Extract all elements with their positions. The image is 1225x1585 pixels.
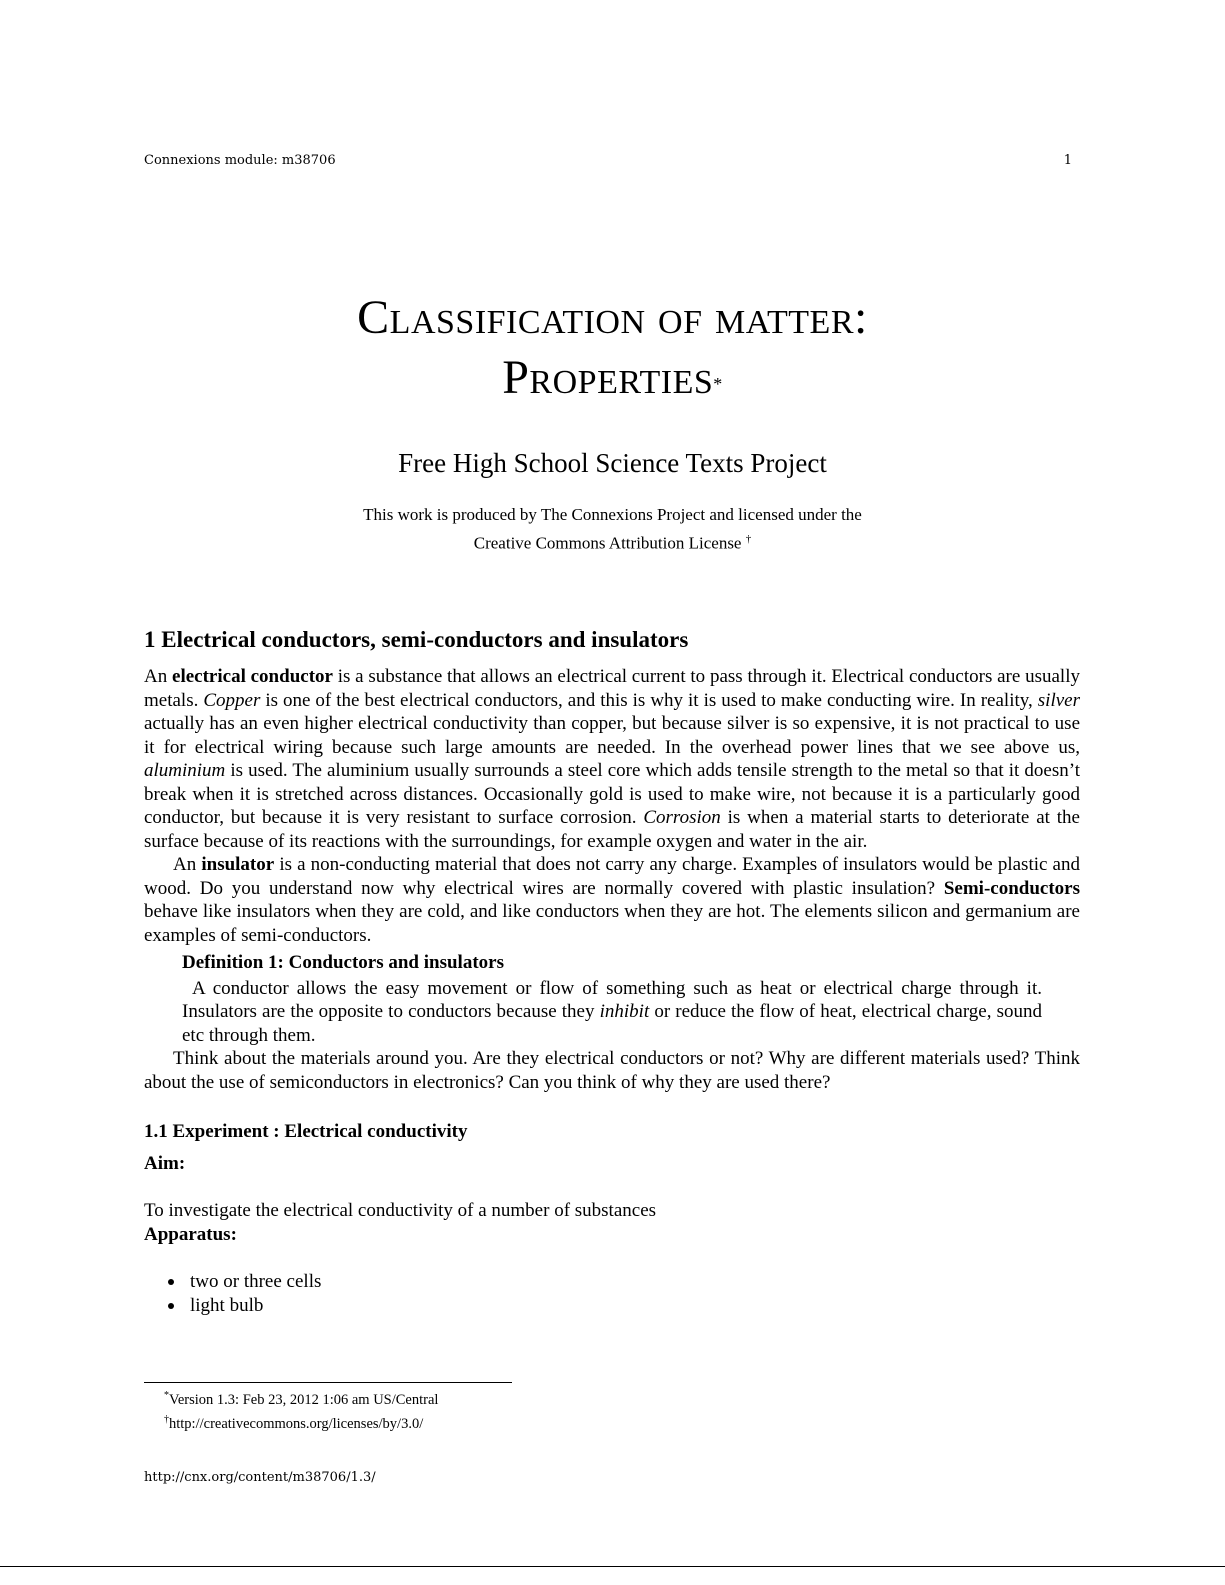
emphasis-corrosion: Corrosion [643,807,721,828]
text-run: An [173,854,202,875]
author: Free High School Science Texts Project [398,448,827,478]
definition-box [182,951,1042,1047]
license-notice [0,503,1225,556]
title-line-2 [0,348,1225,408]
license-line-2 [0,527,1225,556]
subsection-heading: 1.1 Experiment : Electrical conductivity [144,1121,468,1142]
title-line-2-text: Properties [502,351,714,404]
text-run: An [144,666,173,687]
text-run: or reduce the flow of heat, electrical charge, sound etc through them. [182,1001,1042,1046]
term-electrical-conductor: electrical conductor [172,666,333,687]
emphasis-aluminium: aluminium [144,760,226,781]
page-number: 1 [1063,153,1072,168]
footnote-license-url [164,1410,438,1434]
text-run: is a non-conducting material that does not carry any charge. Examples of insulators would be plastic and wood. Do you understand now why electrical wires are normally covered with plastic insulation? [144,854,1080,899]
emphasis-copper: Copper [203,689,261,711]
aim-text: To investigate the electrical conductivity of a number of substances [144,1200,657,1221]
apparatus-list [144,1270,1080,1317]
footnote-version [164,1386,438,1410]
apparatus-label: Apparatus: [144,1223,237,1245]
list-item: two or three cells [190,1270,1080,1294]
text-run: is one of the best electrical conductors, and this is why it is used to make conducting wire. In reality, [260,689,1038,711]
license-line-2-text: Creative Commons Attribution License [473,533,742,553]
definition-body [182,977,1042,1048]
footnote-divider [144,1382,512,1383]
title-line-1: Classification of matter: [357,291,868,344]
text-run: is used. The aluminium usually surrounds a steel core which adds tensile strength to the metal so that it doesn’t break when it is stretched across distances. Occasionally gold is used to make wire, not because it is a particularly good conductor, but because it is very resistant to surface corrosion. [144,760,1080,828]
paragraph-think: Think about the materials around you. Are they electrical conductors or not? Why are different materials used? Think about the use of semiconductors in electronics? Can you think of why they are used there? [144,1048,1080,1093]
footnote-mark: * [164,1390,169,1401]
emphasis-inhibit: inhibit [599,1001,650,1022]
footnote-mark: † [164,1413,169,1425]
aim-label: Aim: [144,1152,186,1174]
emphasis-silver: silver [1037,689,1080,711]
term-insulator: insulator [201,854,275,875]
running-header-module: Connexions module: m38706 [144,153,336,168]
text-run: actually has an even higher electrical conductivity than copper, but because silver is so expensive, it is not practical to use it for electrical wiring because such large amounts are needed. In the overhead power lines that we see above us, [144,713,1080,758]
license-line-1: This work is produced by The Connexions Project and licensed under the [363,505,862,524]
license-footnote-mark: † [745,533,752,545]
document-title [0,288,1225,408]
text-run: behave like insulators when they are cold, and like conductors when they are hot. The elements silicon and germanium are examples of semi-conductors. [144,901,1080,946]
text-run: is a substance that allows an electrical current to pass through it. Electrical conductors are usually metals. [144,666,1080,711]
footer-url[interactable]: http://cnx.org/content/m38706/1.3/ [144,1470,376,1485]
paragraph-insulators [144,853,1080,947]
page-bottom-edge [0,1566,1225,1567]
main-content [144,625,1080,1317]
definition-title: Definition 1: Conductors and insulators [182,952,504,973]
footnote-text: Version 1.3: Feb 23, 2012 1:06 am US/Central [169,1391,439,1408]
term-semi-conductors: Semi-conductors [943,877,1080,899]
list-item: light bulb [190,1294,1080,1318]
title-footnote-mark: * [713,374,723,394]
section-heading: 1 Electrical conductors, semi-conductors and insulators [144,627,689,652]
footnotes [164,1386,438,1434]
text-run: A conductor allows the easy movement or flow of something such as heat or electrical charge through it. Insulators are the opposite to conductors because they [182,977,1042,1022]
footnote-link[interactable]: http://creativecommons.org/licenses/by/3.0/ [169,1415,424,1432]
paragraph-conductors [144,665,1080,853]
text-run: is when a material starts to deteriorate at the surface because of its reactions with the surroundings, for example oxygen and water in the air. [144,807,1080,852]
